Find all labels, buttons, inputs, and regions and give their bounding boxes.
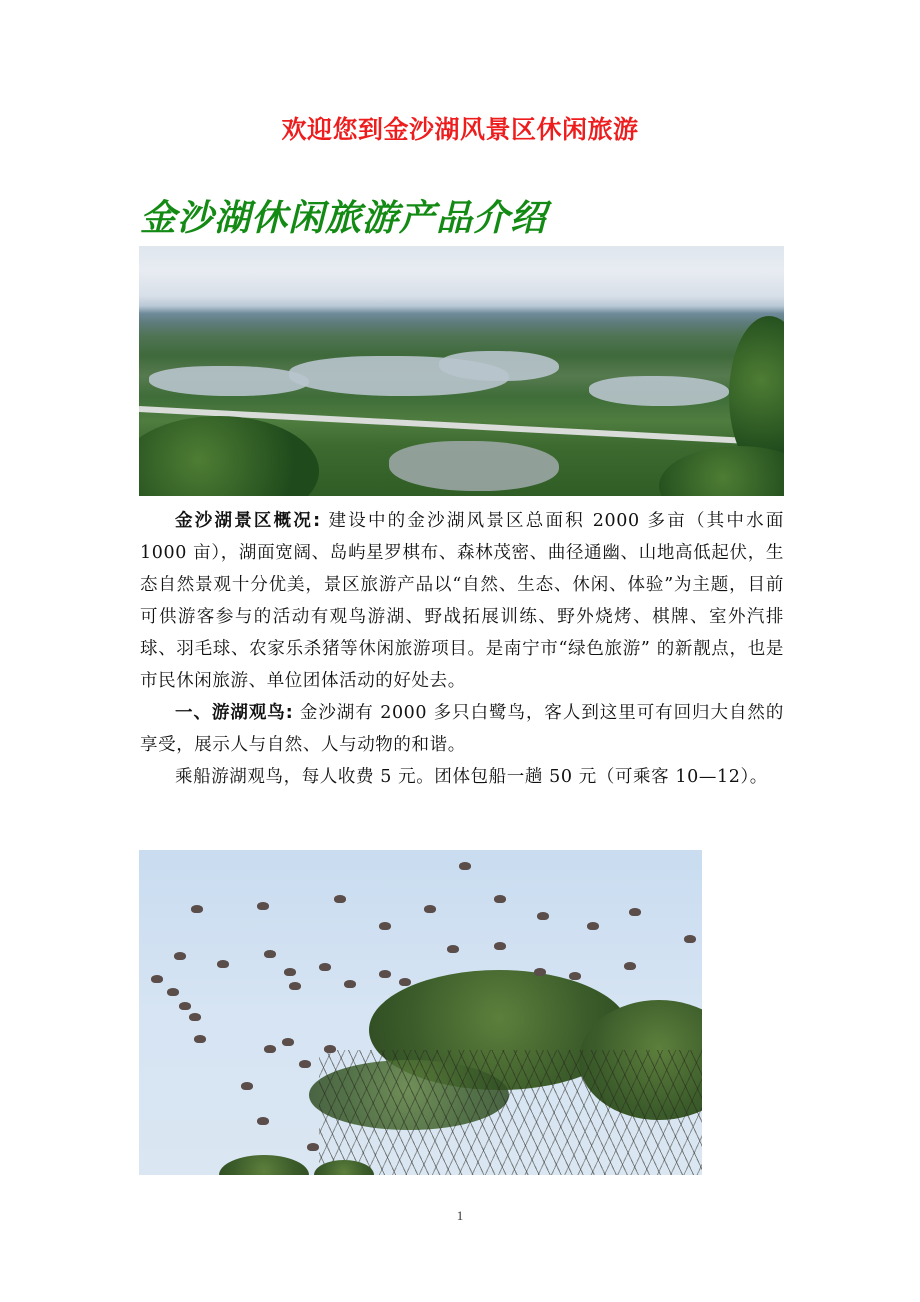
bird bbox=[257, 1117, 269, 1125]
bird bbox=[241, 1082, 253, 1090]
bird bbox=[264, 950, 276, 958]
bird bbox=[684, 935, 696, 943]
paragraph-overview bbox=[140, 505, 784, 697]
bird bbox=[344, 980, 356, 988]
bird bbox=[537, 912, 549, 920]
bird bbox=[282, 1038, 294, 1046]
egrets-flying-photo bbox=[139, 850, 702, 1175]
bird bbox=[494, 895, 506, 903]
product-title: 金沙湖休闲旅游产品介绍 bbox=[140, 198, 548, 239]
bird bbox=[194, 1035, 206, 1043]
bird bbox=[399, 978, 411, 986]
paragraph-lead: 一、游湖观鸟: bbox=[175, 703, 294, 723]
bird bbox=[324, 1045, 336, 1053]
bird bbox=[174, 952, 186, 960]
bird bbox=[459, 862, 471, 870]
bird bbox=[284, 968, 296, 976]
bird bbox=[624, 962, 636, 970]
lake-water-area bbox=[439, 351, 559, 381]
tree-branches bbox=[319, 1050, 702, 1175]
foreground-tree bbox=[659, 446, 784, 496]
paragraph-lead: 金沙湖景区概况: bbox=[175, 511, 321, 531]
body-text bbox=[140, 505, 784, 793]
bird bbox=[334, 895, 346, 903]
bird bbox=[534, 968, 546, 976]
lake-water-area bbox=[389, 441, 559, 491]
page-number: 1 bbox=[456, 1208, 464, 1223]
bird bbox=[217, 960, 229, 968]
bird bbox=[319, 963, 331, 971]
welcome-title: 欢迎您到金沙湖风景区休闲旅游 bbox=[281, 115, 639, 144]
paragraph-text: 建设中的金沙湖风景区总面积 2000 多亩（其中水面 1000 亩），湖面宽阔、岛屿星罗棋布、森林茂密、曲径通幽、山地高低起伏，生态自然景观十分优美，景区旅游产品以“自然、生态、休闲、体验”为主题，目前可供游客参与的活动有观鸟游湖、野战拓展训练、野外烧烤、棋牌、室外汽排球、羽毛球、农家乐杀猪等休闲旅游项目。是南宁市“绿色旅游” 的新靓点，也是市民休闲旅游、单位团体活动的好处去。 bbox=[140, 511, 784, 691]
paragraph-text: 乘船游湖观鸟，每人收费 5 元。团体包船一趟 50 元（可乘客 10—12）。 bbox=[175, 767, 768, 787]
bird bbox=[629, 908, 641, 916]
bird bbox=[167, 988, 179, 996]
bird bbox=[151, 975, 163, 983]
bird bbox=[264, 1045, 276, 1053]
paragraph-birdwatching bbox=[140, 697, 784, 761]
bird bbox=[307, 1143, 319, 1151]
bird bbox=[379, 922, 391, 930]
bird bbox=[379, 970, 391, 978]
bird bbox=[587, 922, 599, 930]
bird bbox=[189, 1013, 201, 1021]
paragraph-pricing bbox=[140, 761, 784, 793]
bird bbox=[299, 1060, 311, 1068]
bird bbox=[424, 905, 436, 913]
bird bbox=[447, 945, 459, 953]
lake-water-area bbox=[149, 366, 309, 396]
tree-canopy bbox=[219, 1155, 309, 1175]
bird bbox=[257, 902, 269, 910]
foreground-tree bbox=[139, 416, 319, 496]
bird bbox=[179, 1002, 191, 1010]
bird bbox=[191, 905, 203, 913]
paragraph-text: 金沙湖有 2000 多只白鹭鸟，客人到这里可有回归大自然的享受，展示人与自然、人与动物的和谐。 bbox=[140, 703, 784, 755]
bird bbox=[494, 942, 506, 950]
bird bbox=[569, 972, 581, 980]
bird bbox=[289, 982, 301, 990]
lake-water-area bbox=[589, 376, 729, 406]
lake-landscape-photo bbox=[139, 246, 784, 496]
